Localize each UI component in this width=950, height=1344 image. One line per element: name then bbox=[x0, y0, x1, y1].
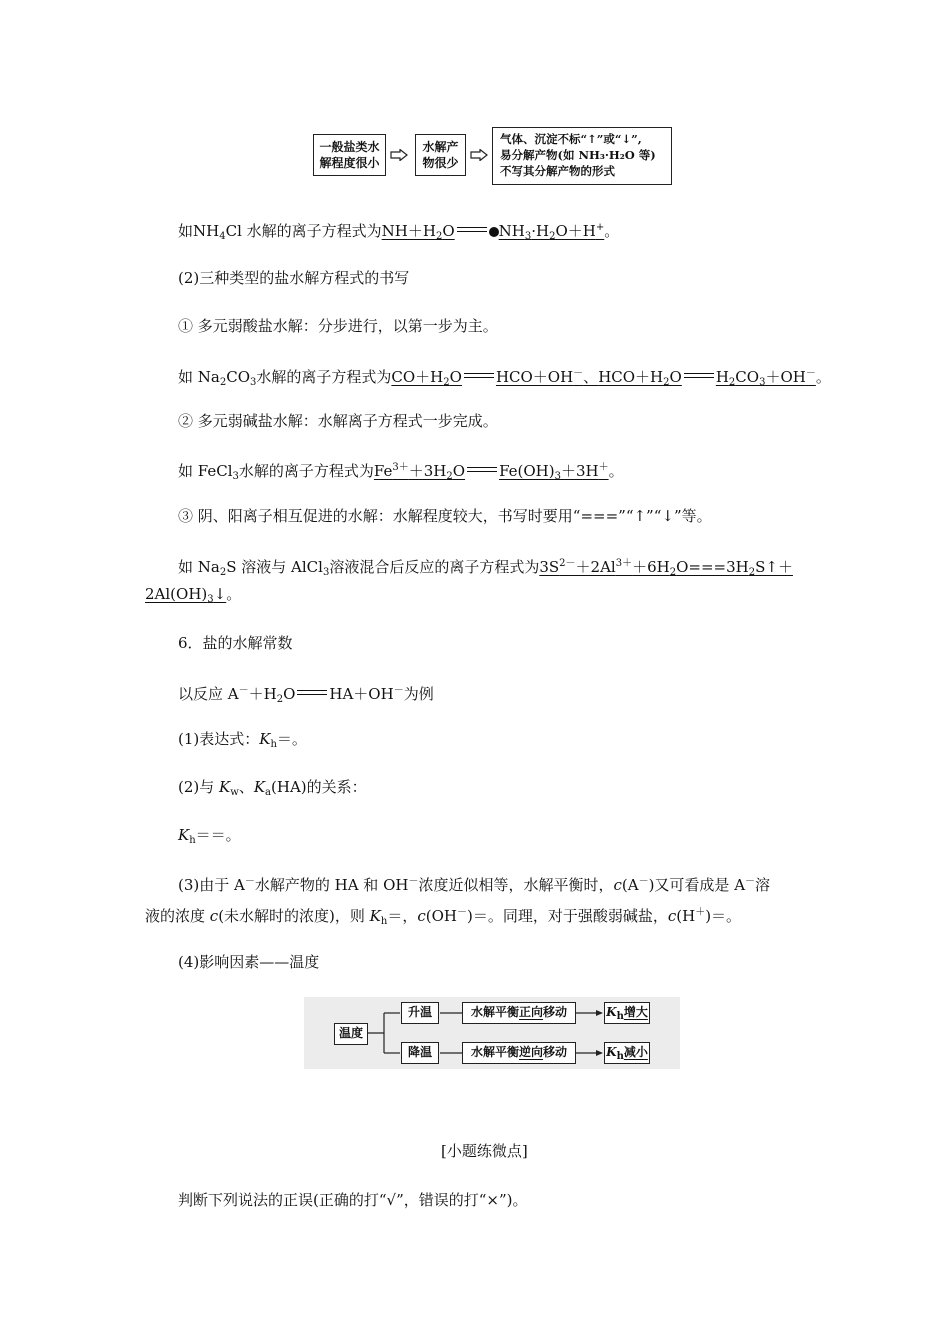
answer-na2s-alcl3-part1: $3S^{2-}+2Al^{3+}+6H_2O===3H_2S↑+$ bbox=[539, 558, 793, 578]
example-reaction-line: 以反应 $A^-+H_2O$ HA＋OH－为例 bbox=[178, 685, 434, 705]
answer-na2s-alcl3-part2: $2Al(OH)_3↓$ bbox=[145, 585, 227, 605]
section-6-heading: 6．盐的水解常数 bbox=[178, 634, 293, 652]
forward-shift-box: 水解平衡正向移动 bbox=[462, 1002, 576, 1024]
flow-arrow-1-icon bbox=[390, 149, 408, 161]
flow-box-1: 一般盐类水 解程度很小 bbox=[313, 134, 386, 176]
answer-na2co3: $CO+H_2O$ HCO＋OH－、$HCO+H_2O$ $H_2CO_3+OH^-$ bbox=[391, 368, 816, 388]
reversible-arrow-icon bbox=[467, 466, 497, 474]
flow-box-2: 水解产 物很少 bbox=[415, 134, 466, 176]
na2s-alcl3-line-2: $2Al(OH)_3↓$。 bbox=[145, 585, 242, 605]
polyacidic-base-salt-rule: ② 多元弱碱盐水解：水解离子方程式一步完成。 bbox=[178, 412, 498, 430]
approximation-line-2: 液的浓度 c(未水解时的浓度)，则 $K_h=$，c(OH－)＝。同理，对于强酸弱碱盐，c(H＋)＝。 bbox=[145, 907, 742, 927]
influence-factor-heading: (4)影响因素——温度 bbox=[178, 953, 320, 971]
reverse-shift-box: 水解平衡逆向移动 bbox=[462, 1042, 576, 1064]
reversible-arrow-icon bbox=[457, 226, 487, 234]
kh-increase-box: $K_h$增大 bbox=[604, 1002, 650, 1024]
polyprotic-acid-salt-rule: ① 多元弱酸盐水解：分步进行，以第一步为主。 bbox=[178, 317, 498, 335]
mutual-promotion-rule: ③ 阴、阳离子相互促进的水解：水解程度较大，书写时要用“===”“↑”“↓”等。 bbox=[178, 507, 712, 525]
fecl3-hydrolysis-line: 如 FeCl$_3$水解的离子方程式为$Fe^{3+}+3H_2O$ $Fe(OH)_3+3H^+$。 bbox=[178, 462, 624, 482]
nh4cl-hydrolysis-line: 如$NH_4Cl$ 水解的离子方程式为$NH+H_2O$ $NH_3\cdot H_2O+H^+$。 bbox=[178, 222, 620, 242]
heat-up-box: 升温 bbox=[401, 1002, 439, 1024]
cool-down-box: 降温 bbox=[401, 1042, 439, 1064]
reversible-arrow-icon bbox=[464, 372, 494, 380]
temperature-box: 温度 bbox=[334, 1023, 368, 1045]
na2co3-hydrolysis-line: 如 $Na_2CO_3$水解的离子方程式为$CO+H_2O$ HCO＋OH－、$HCO+H_2O$ $H_2CO_3+OH^-$。 bbox=[178, 368, 831, 388]
reversible-arrow-icon bbox=[297, 689, 327, 697]
kh-decrease-box: $K_h$减小 bbox=[604, 1042, 650, 1064]
flow-arrow-2-icon bbox=[470, 149, 488, 161]
reversible-arrow-icon bbox=[684, 372, 714, 380]
relation-line: (2)与 $K_w$、$K_a(HA)$的关系： bbox=[178, 778, 367, 798]
kh-relation-line: $K_h==$。 bbox=[178, 826, 241, 846]
answer-nh4cl: $NH+H_2O$ $NH_3\cdot H_2O+H^+$ bbox=[381, 222, 605, 242]
flow-box-3: 气体、沉淀不标“↑”或“↓”, 易分解产物(如 NH₃·H₂O 等) 不写其分解产物的形式 bbox=[492, 127, 672, 185]
practice-section-title: [小题练微点] bbox=[441, 1142, 528, 1160]
na2s-alcl3-line-1: 如 $Na_2S$ 溶液与 AlCl$_3$溶液混合后反应的离子方程式为$3S^{2-}+2Al^{3+}+6H_2O===3H_2S↑+$ bbox=[178, 558, 793, 578]
temperature-effect-diagram bbox=[304, 997, 680, 1069]
judge-instruction: 判断下列说法的正误(正确的打“√”，错误的打“×”)。 bbox=[178, 1191, 528, 1209]
section-2-heading: (2)三种类型的盐水解方程式的书写 bbox=[178, 269, 410, 287]
bullet-dot-icon bbox=[489, 227, 499, 237]
expression-line: (1)表达式：$K_h=$。 bbox=[178, 730, 307, 750]
answer-fecl3: $Fe^{3+}+3H_2O$ $Fe(OH)_3+3H^+$ bbox=[373, 462, 609, 482]
approximation-line-1: (3)由于 A－水解产物的 HA 和 OH－浓度近似相等，水解平衡时，c(A－)又可看成是 A－溶 bbox=[178, 876, 771, 894]
